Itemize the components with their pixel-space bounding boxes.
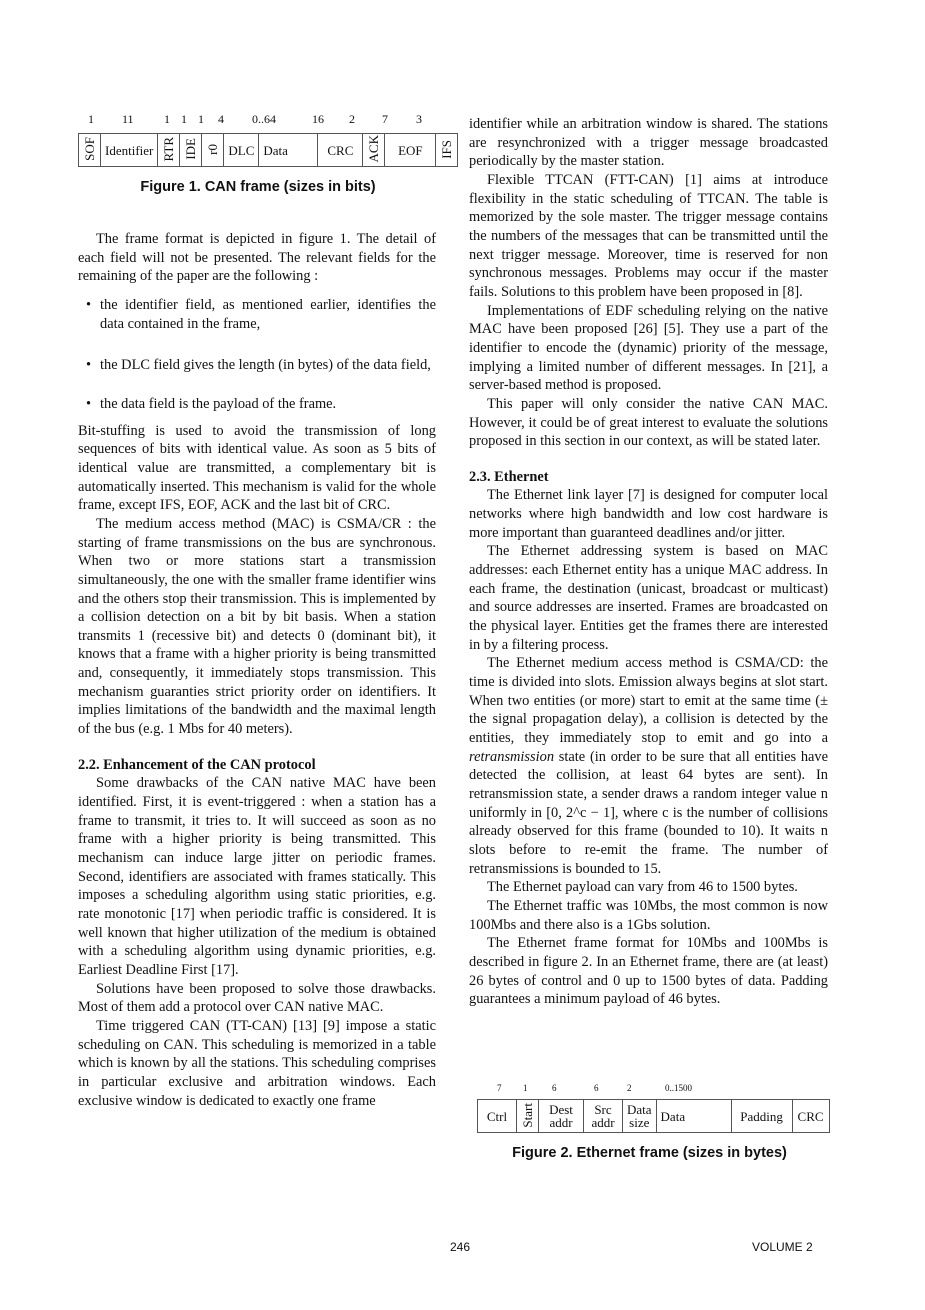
field: IFS [436,134,458,167]
right-column [469,115,828,1009]
paragraph: The Ethernet payload can vary from 46 to 1500 bytes. [487,879,798,896]
section-heading: 2.2. Enhancement of the CAN protocol [78,756,316,773]
paragraph: Solutions have been proposed to solve those drawbacks. Most of them add a protocol over CAN native MAC. [78,980,436,1016]
size: 1 [198,112,204,126]
size: 7 [497,1083,502,1093]
size: 11 [122,112,134,126]
field-list [78,296,436,414]
size: 1 [164,112,170,126]
size: 1 [523,1083,528,1093]
field: RTR [158,134,180,167]
field: DLC [224,134,259,167]
size: 1 [88,112,94,126]
figure-1-caption: Figure 1. CAN frame (sizes in bits) [140,179,376,195]
field: Data [656,1100,731,1133]
volume-label: VOLUME 2 [752,1240,813,1254]
paragraph: The Ethernet frame format for 10Mbs and 100Mbs is described in figure 2. In an Ethernet frame, there are (at least) 26 bytes of control and 0 up to 1500 bytes of data. Padding guarantees a minimum payload of 46 bytes. [469,935,828,1008]
paragraph: Flexible TTCAN (FTT-CAN) [1] aims at introduce flexibility in the static scheduling of TTCAN. The table is memorized by the sole master. The trigger message contains the numbers of the messages that can be transmitted until the next trigger message. Moreover, time is reserved for non synchronous messages. Problems may occur if the master fails. Solutions to this problem have been proposed in [8]. [469,171,828,300]
size: 0..64 [252,112,276,126]
size: 3 [416,112,422,126]
field: Start [517,1100,539,1133]
field: Dest addr [539,1100,584,1133]
list-item: • the data field is the payload of the frame. [78,395,436,414]
figure-2-caption: Figure 2. Ethernet frame (sizes in bytes) [512,1145,787,1161]
paragraph: The medium access method (MAC) is CSMA/CR : the starting of frame transmissions on the bus are synchronous. When two or more stations start a transmission simultaneously, the one with the smaller frame identifier wins and the others stop their transmission. This is implemented by a collision detection on a bit by bit basis. When a station transmits 1 (recessive bit) and detects 0 (dominant bit), it knows that a frame with a higher priority is being transmitted and, consequently, it immediately stops transmission. This mechanism guaranties strict priority order on identifiers. It implies limitations of the bandwidth and the maximal length of the bus (e.g. 1 Mbs for 40 meters). [78,515,436,738]
size: 6 [594,1083,599,1093]
paragraph: The frame format is depicted in figure 1. The detail of each field will not be presented. The relevant fields for the remaining of the paper are the following : [78,231,436,285]
size: 0..1500 [665,1083,692,1093]
paragraph: Some drawbacks of the CAN native MAC have been identified. First, it is event-triggered : when a station has a frame to transmit, it tries to. It will succeed as soon as no frame with a higher priority is being transmitted. This mechanism can induce large jitter on periodic frames. Second, identifiers are associated with frames statically. This imposes a scheduling algorithm using static priorities, e.g. rate monotonic [17] when periodic traffic is considered. It is well known that higher utilization of the medium is obtained with a scheduling algorithm using dynamic priorities, e.g. Earliest Deadline First [17]. [78,775,436,978]
size: 1 [181,112,187,126]
figure-2-sizes [477,1079,822,1091]
paragraph: The Ethernet traffic was 10Mbs, the most common is now 100Mbs and there also is a 1Gbs solution. [469,897,828,933]
size: 7 [382,112,388,126]
field: Padding [731,1100,792,1133]
field: IDE [180,134,202,167]
field: r0 [202,134,224,167]
paragraph: The Ethernet addressing system is based on MAC addresses: each Ethernet entity has a unique MAC address. In each frame, the destination (unicast, broadcast or multicast) and source addresses are inserted. Frames are broadcasted on the physical layer. Entities get the frames there are interested in by a filtering process. [469,543,828,653]
figure-2-ethernet-frame [477,1099,830,1133]
left-column [78,230,436,1110]
size: 6 [552,1083,557,1093]
field: Identifier [101,134,158,167]
field: Ctrl [478,1100,517,1133]
field: ACK [363,134,385,167]
figure-1-can-frame [78,133,458,167]
list-item: • the identifier field, as mentioned earlier, identifies the data contained in the frame, [78,296,436,333]
section-heading: 2.3. Ethernet [469,468,549,485]
field: Data [259,134,318,167]
size: 4 [218,112,224,126]
field: SOF [79,134,101,167]
paragraph: The Ethernet link layer [7] is designed for computer local networks where high bandwidth and low cost hardware is more important than guaranteed deadlines and/or jitter. [469,487,828,541]
paragraph: This paper will only consider the native CAN MAC. However, it could be of great interest to evaluate the solutions proposed in this section in our context, as will be stated later. [469,395,828,450]
paragraph: Bit-stuffing is used to avoid the transmission of long sequences of bits with identical value. As soon as 5 bits of identical value are transmitted, a complementary bit is automatically inserted. This mechanism is valid for the whole frame, except IFS, EOF, ACK and the last bit of CRC. [78,422,436,514]
paragraph: Time triggered CAN (TT-CAN) [13] [9] impose a static scheduling on CAN. This scheduling is memorized in a table which is known by all the stations. This scheduling comprises in particular exclusive and arbitration windows. Each exclusive window is dedicated to exactly one frame [78,1017,436,1109]
field: CRC [792,1100,829,1133]
paragraph: The Ethernet medium access method is CSMA/CD: the time is divided into slots. Emission always begins at slot start. When two entities (or more) start to emit at the same time (± the signal propagation delay), a collision is detected by the entities, they immediately stop to emit and go into a retransmission state (in order to be sure that all entities have detected the collision, at least 64 bytes are sent). In retransmission state, a sender draws a random integer value n uniformly in [0, 2^c − 1], where c is the number of collisions already observed for this frame (bounded to 10). It waits n slots before to re-emit the frame. The number of retransmissions is bounded to 15. [469,655,828,877]
field: Data size [623,1100,657,1133]
size: 16 [312,112,324,126]
figure-1-sizes [78,110,438,126]
field: CRC [318,134,363,167]
list-item: • the DLC field gives the length (in bytes) of the data field, [78,356,436,375]
size: 2 [349,112,355,126]
page-number: 246 [450,1240,471,1254]
paragraph: Implementations of EDF scheduling relying on the native MAC have been proposed [26] [5]. They use a part of the identifier to encode the (dynamic) priority of the message, implying a limited number of different messages. In [21], a server-based method is proposed. [469,302,828,394]
paragraph: identifier while an arbitration window is shared. The stations are resynchronized with a trigger message broadcasted periodically by the master station. [469,116,828,170]
field: Src addr [584,1100,623,1133]
field: EOF [385,134,436,167]
size: 2 [627,1083,632,1093]
